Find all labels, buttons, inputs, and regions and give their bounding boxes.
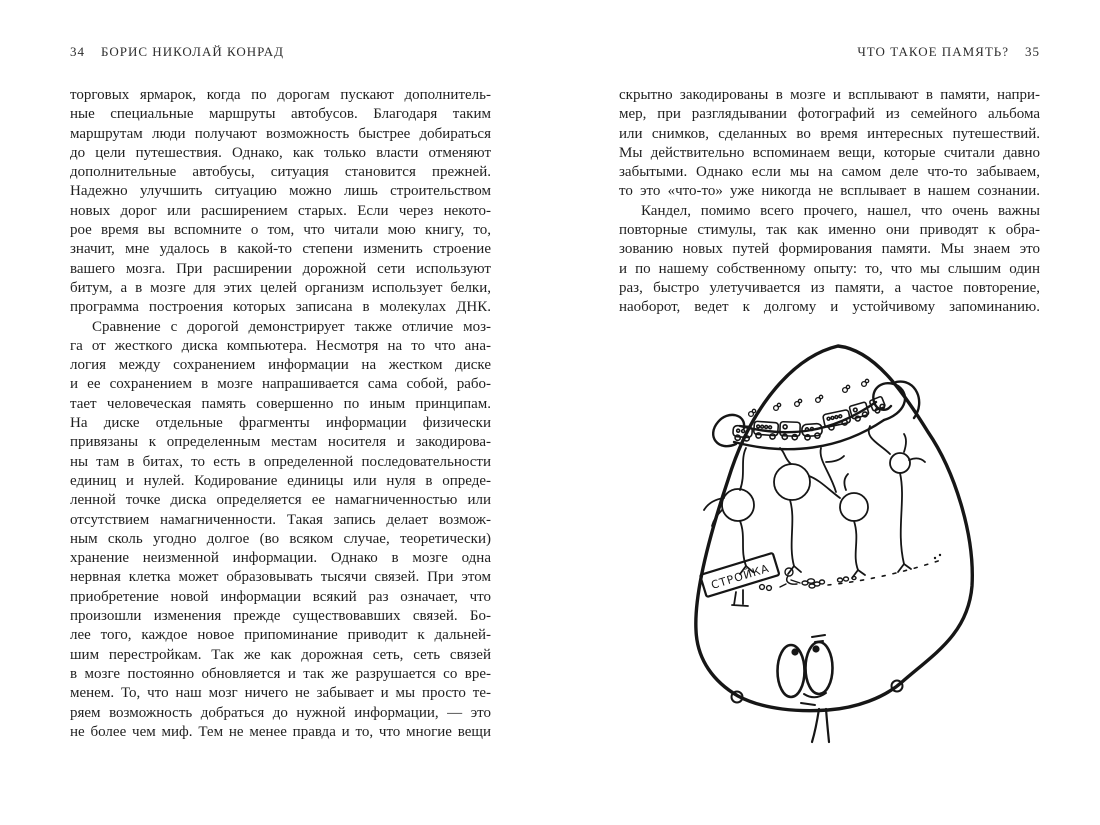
text-line: ные специальные маршруты автобусов. Благодаря таким [70, 106, 491, 123]
running-head-title-right: ЧТО ТАКОЕ ПАМЯТЬ? [857, 44, 1009, 59]
text-line: и по нашему собственному опыту: то, что мы слышим один [619, 260, 1040, 277]
text-line: мер, при разглядывании фотографий из семейного альбома [619, 106, 1040, 123]
face [732, 635, 903, 742]
text-line: зованию новых путей формирования памяти. Мы знаем это [619, 241, 1040, 258]
text-line: привязаны к определенным местам носителя и закодирова- [70, 434, 491, 451]
text-line: или снимков, сделанных во время интересных путешествий. [619, 125, 1040, 142]
pupil-right [812, 645, 819, 652]
text-line: рое время вы вспомните о том, что читали мою книгу, то, [70, 222, 491, 239]
text-line: менем. То, что наш мозг ничего не забывает и мы просто те- [70, 685, 491, 702]
text-line: тает человеческая память совершенно по иным принципам. [70, 395, 491, 412]
text-line: и ее сохранением в мозге напрашивается сама собой, рабо- [70, 376, 491, 393]
text-line: маршрутам люди получают возможность быстрее добираться [70, 125, 491, 142]
text-line: не более чем миф. Тем не менее правда и то, что многие вещи [70, 723, 491, 740]
text-line: Мы действительно вспоминаем вещи, которые считали давно [619, 144, 1040, 161]
neuron-node [722, 489, 754, 521]
text-line: значит, мне удалось в какой-то степени изменить строение [70, 241, 491, 258]
text-line: новых дорог или расширением старых. Если через некото- [70, 202, 491, 219]
text-line: На диске отдельные фрагменты информации физически [70, 415, 491, 432]
text-line: в мозге постоянно обновляется и так же разрушается со вре- [70, 665, 491, 682]
text-line: ны там в битах, то есть в определенной последовательности [70, 453, 491, 470]
brain-egg-illustration [688, 340, 1000, 752]
text-line: лее того, каждое новое припоминание приводит к дальней- [70, 627, 491, 644]
text-line: шим перестройкам. Так же как дорожная сеть, сеть связей [70, 646, 491, 663]
eye-left-icon [778, 645, 805, 697]
text-line: битум, а в мозге для этих целей организм использует белки, [70, 279, 491, 296]
text-line: ным сколь угодно долгое (во всяком случае, теоретически) [70, 530, 491, 547]
pupil-left [791, 648, 798, 655]
brow-mark [812, 635, 825, 642]
neuron-node [774, 464, 810, 500]
text-line: забытыми. Однако если мы на самом деле что-то забываем, [619, 164, 1040, 181]
running-head-right [619, 44, 1040, 60]
text-line: то это «что-то» уже никогда не всплывает в нашем сознании. [619, 183, 1040, 200]
egg-head-outline [696, 346, 972, 711]
text-line: вашего мозга. При расширении дорожной сети используют [70, 260, 491, 277]
text-line: отсутствием намагниченности. Такая запись делает возмож- [70, 511, 491, 528]
page-number-left: 34 [70, 44, 85, 59]
page-number-right: 35 [1025, 44, 1040, 59]
neck [812, 709, 829, 742]
text-line: Сравнение с дорогой демонстрирует также отличие моз- [92, 318, 491, 335]
text-line: ряем возможность добраться до нужной информации, — это [70, 704, 491, 721]
neural-branches [704, 426, 925, 578]
road-loop-right [873, 383, 905, 420]
text-line: нервная клетка может образовывать тысячи связей. При этом [70, 569, 491, 586]
text-line: единиц и нулей. Кодирование единицы или нуля в опреде- [70, 472, 491, 489]
text-line: хранение неизменной информации. Однако в мозге одна [70, 550, 491, 567]
text-line: логия между сохранением информации на жестком диске [70, 357, 491, 374]
text-line: Надежно улучшить ситуацию можно лишь строительством [70, 183, 491, 200]
text-line: скрытно закодированы в мозге и всплывают в памяти, напри- [619, 87, 1040, 103]
worker-and-stones [760, 554, 944, 591]
text-line: до цели путешествия. Однако, как только власти отменяют [70, 144, 491, 161]
neuron-node [890, 453, 910, 473]
neuron-node [840, 493, 868, 521]
text-line: повторные стимулы, так как именно они приводят к обра- [619, 222, 1040, 239]
running-head-title-left: БОРИС НИКОЛАЙ КОНРАД [101, 44, 284, 59]
text-line: ленной точке диска определяется ее намагниченностью или [70, 492, 491, 509]
text-line: га от жесткого диска компьютера. Несмотря на то что ана- [70, 337, 491, 354]
bus-icon [823, 409, 852, 431]
text-line: раз, быстро улетучивается из памяти, а частое повторение, [619, 279, 1040, 296]
text-line: наоборот, ведет к долгому и устойчивому запоминанию. [619, 299, 1040, 316]
text-line: торговых ярмарок, когда по дорогам пускают дополнитель- [70, 87, 491, 103]
text-line: приобретение новой информации всякий раз означает, что [70, 588, 491, 605]
running-head-left [70, 44, 491, 60]
left-page-text [70, 86, 491, 742]
text-line: Кандел, помимо всего прочего, нашел, что очень важны [641, 202, 1040, 219]
text-line: дополнительные автобусы, ситуация становится прежней. [70, 164, 491, 181]
text-line: произошли изменения прежде существовавших связей. Бо- [70, 608, 491, 625]
right-page-text [619, 86, 1040, 318]
construction-sign [700, 553, 779, 606]
construction-sign-label: СТРОЙКА [709, 561, 771, 592]
text-line: программа построения которых записана в молекулах ДНК. [70, 299, 491, 316]
